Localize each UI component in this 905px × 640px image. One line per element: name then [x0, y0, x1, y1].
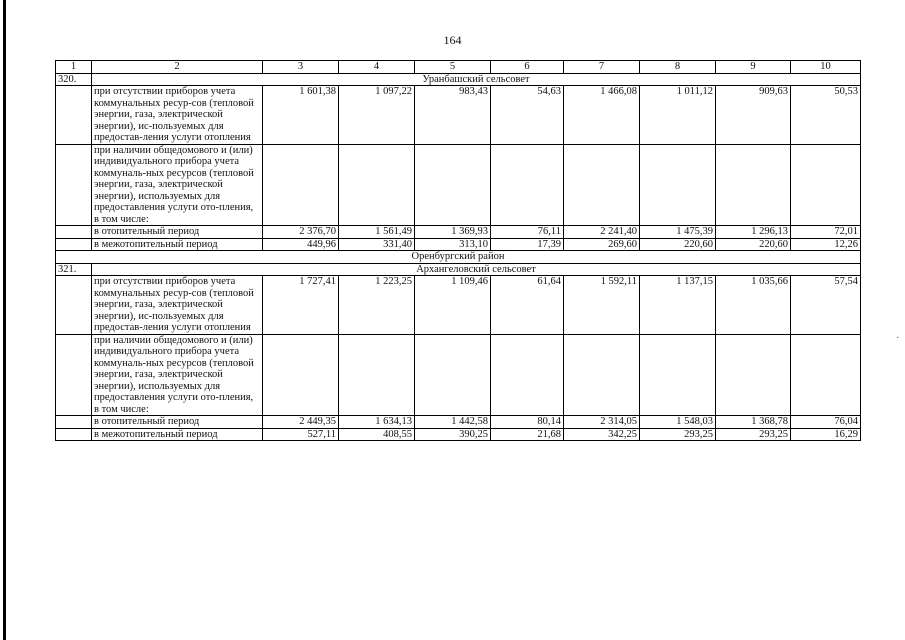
cell-value: 1 592,11 — [564, 276, 640, 335]
column-header: 7 — [564, 61, 640, 74]
cell-value: 1 097,22 — [339, 86, 415, 145]
cell-value: 1 727,41 — [263, 276, 339, 335]
cell-value: 50,53 — [791, 86, 861, 145]
row-description: в отопительный период — [92, 416, 263, 429]
cell-value: 57,54 — [791, 276, 861, 335]
column-header: 5 — [415, 61, 491, 74]
cell-value: 54,63 — [491, 86, 564, 145]
cell-value: 342,25 — [564, 428, 640, 441]
cell-value: 80,14 — [491, 416, 564, 429]
table-row — [56, 238, 861, 251]
table-row — [56, 144, 861, 226]
section-row — [56, 263, 861, 276]
margin-mark: · — [896, 332, 900, 344]
cell-value: 293,25 — [640, 428, 716, 441]
column-header: 3 — [263, 61, 339, 74]
row-description: в межотопительный период — [92, 238, 263, 251]
cell-value: 313,10 — [415, 238, 491, 251]
cell-value: 16,29 — [791, 428, 861, 441]
cell-value: 61,64 — [491, 276, 564, 335]
row-description: при отсутствии приборов учета коммунальных ресур-сов (тепловой энергии, газа, электрической энергии), ис-пользуемых для предостав-ления услуги отопления — [92, 86, 263, 145]
cell-value: 1 369,93 — [415, 226, 491, 239]
cell-value: 76,04 — [791, 416, 861, 429]
cell-value: 983,43 — [415, 86, 491, 145]
row-description: при наличии общедомового и (или) индивидуального прибора учета коммуналь-ных ресурсов (тепловой энергии, газа, электрической энергии), используемых для предоставления услуги ото-пления, в том числе: — [92, 144, 263, 226]
cell-value: 909,63 — [716, 86, 791, 145]
column-header: 10 — [791, 61, 861, 74]
cell-value: 408,55 — [339, 428, 415, 441]
cell-value: 17,39 — [491, 238, 564, 251]
table-row — [56, 416, 861, 429]
cell-value: 1 634,13 — [339, 416, 415, 429]
cell-value: 2 376,70 — [263, 226, 339, 239]
cell-value: 1 466,08 — [564, 86, 640, 145]
column-header: 9 — [716, 61, 791, 74]
column-header: 4 — [339, 61, 415, 74]
table-row — [56, 334, 861, 416]
cell-value: 12,26 — [791, 238, 861, 251]
cell-value: 1 475,39 — [640, 226, 716, 239]
row-description: при наличии общедомового и (или) индивидуального прибора учета коммуналь-ных ресурсов (тепловой энергии, газа, электрической энергии), используемых для предоставления услуги ото-пления, в том числе: — [92, 334, 263, 416]
cell-value: 1 223,25 — [339, 276, 415, 335]
cell-value: 1 296,13 — [716, 226, 791, 239]
cell-value: 527,11 — [263, 428, 339, 441]
section-row — [56, 73, 861, 86]
cell-value: 1 011,12 — [640, 86, 716, 145]
district-row — [56, 251, 861, 264]
cell-value: 2 241,40 — [564, 226, 640, 239]
column-header: 8 — [640, 61, 716, 74]
cell-value: 1 137,15 — [640, 276, 716, 335]
cell-value: 2 449,35 — [263, 416, 339, 429]
cell-value: 220,60 — [716, 238, 791, 251]
section-title: Архангеловский сельсовет — [92, 263, 861, 276]
district-title: Оренбургский район — [56, 251, 861, 264]
cell-value: 76,11 — [491, 226, 564, 239]
cell-value: 1 601,38 — [263, 86, 339, 145]
cell-value: 1 109,46 — [415, 276, 491, 335]
table-row — [56, 276, 861, 335]
cell-value: 293,25 — [716, 428, 791, 441]
column-header: 1 — [56, 61, 92, 74]
cell-value: 449,96 — [263, 238, 339, 251]
cell-value: 269,60 — [564, 238, 640, 251]
cell-value: 1 548,03 — [640, 416, 716, 429]
cell-value: 220,60 — [640, 238, 716, 251]
page-edge-bar — [3, 0, 6, 640]
cell-value: 1 561,49 — [339, 226, 415, 239]
cell-value: 1 442,58 — [415, 416, 491, 429]
table-row — [56, 428, 861, 441]
cell-value: 72,01 — [791, 226, 861, 239]
cell-value: 390,25 — [415, 428, 491, 441]
row-number: 320. — [56, 73, 92, 86]
cell-value: 1 035,66 — [716, 276, 791, 335]
section-title: Уранбашский сельсовет — [92, 73, 861, 86]
cell-value: 2 314,05 — [564, 416, 640, 429]
table-row — [56, 226, 861, 239]
row-description: в отопительный период — [92, 226, 263, 239]
tariff-table — [55, 60, 861, 441]
column-header: 2 — [92, 61, 263, 74]
table-row — [56, 86, 861, 145]
row-description: в межотопительный период — [92, 428, 263, 441]
row-description: при отсутствии приборов учета коммунальных ресур-сов (тепловой энергии, газа, электрической энергии), ис-пользуемых для предостав-ления услуги отопления — [92, 276, 263, 335]
column-header: 6 — [491, 61, 564, 74]
column-number-row — [56, 61, 861, 74]
cell-value: 331,40 — [339, 238, 415, 251]
cell-value: 21,68 — [491, 428, 564, 441]
page-number: 164 — [443, 33, 462, 47]
row-number: 321. — [56, 263, 92, 276]
cell-value: 1 368,78 — [716, 416, 791, 429]
